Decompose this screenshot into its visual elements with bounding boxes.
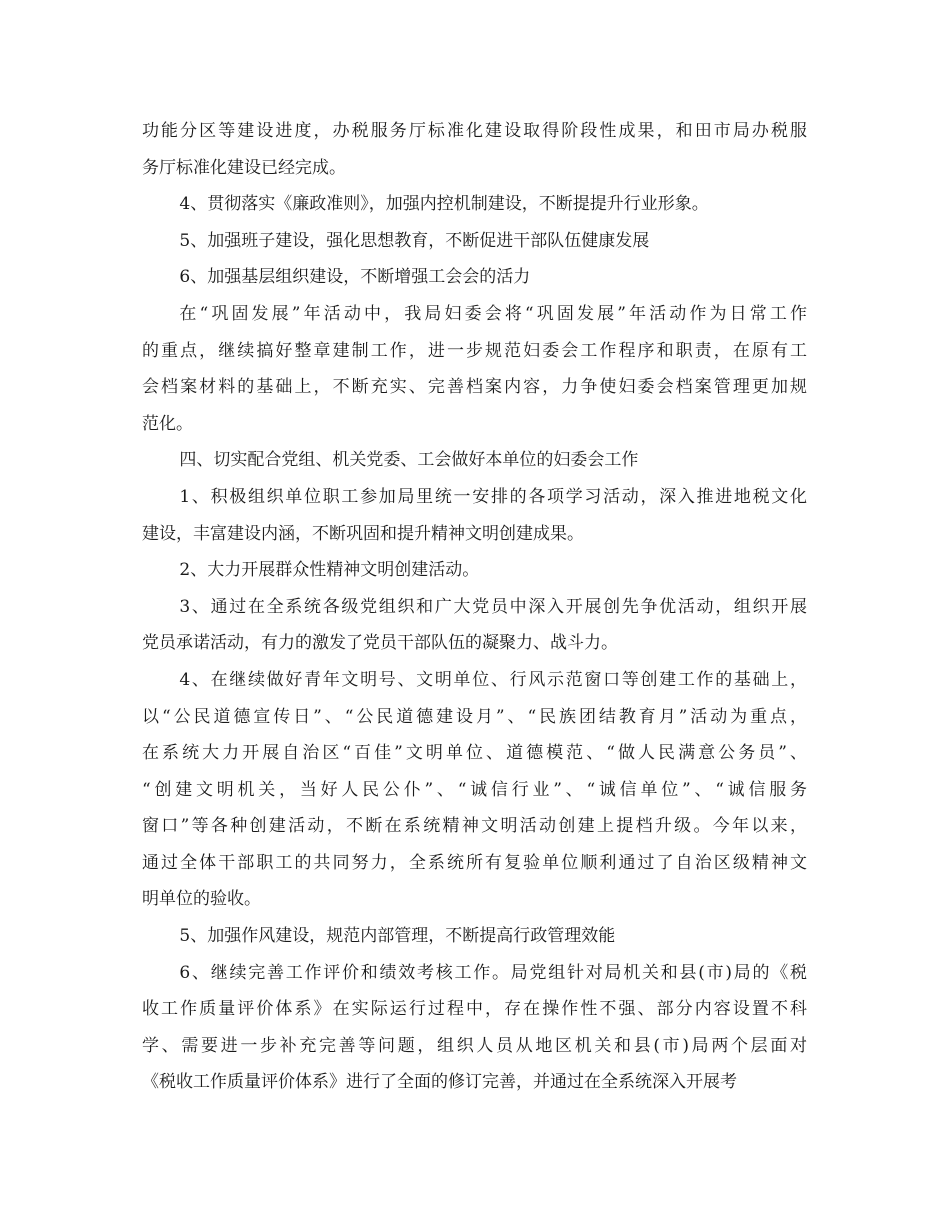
paragraph-line: 通过全体干部职工的共同努力，全系统所有复验单位顺利通过了自治区级精神文 (142, 852, 807, 873)
paragraph-line: 3、通过在全系统各级党组织和广大党员中深入开展创先争优活动，组织开展 (179, 596, 807, 617)
paragraph (142, 442, 807, 479)
paragraph-line: 学、需要进一步补充完善等问题，组织人员从地区机关和县(市)局两个层面对 (142, 1035, 807, 1056)
paragraph (142, 662, 807, 918)
paragraph-line: 《税收工作质量评价体系》进行了全面的修订完善，并通过在全系统深入开展考 (142, 1072, 737, 1093)
paragraph-line: 四、切实配合党组、机关党委、工会做好本单位的妇委会工作 (179, 450, 639, 471)
paragraph (142, 589, 807, 662)
paragraph-line: 党员承诺活动，有力的激发了党员干部队伍的凝聚力、战斗力。 (142, 633, 618, 654)
paragraph-line: 建设，丰富建设内涵，不断巩固和提升精神文明创建成果。 (142, 523, 584, 544)
paragraph-line: 会档案材料的基础上，不断充实、完善档案内容，力争使妇委会档案管理更加规 (142, 377, 807, 398)
paragraph (142, 113, 807, 186)
paragraph-line: 4、贯彻落实《廉政准则》，加强内控机制建设，不断提提升行业形象。 (179, 194, 709, 215)
paragraph-line: 1、积极组织单位职工参加局里统一安排的各项学习活动，深入推进地税文化 (179, 486, 807, 507)
paragraph-line: “创建文明机关，当好人民公仆”、“诚信行业”、“诚信单位”、“诚信服务 (142, 779, 807, 800)
paragraph-line: 5、加强班子建设，强化思想教育，不断促进干部队伍健康发展 (179, 230, 650, 251)
paragraph-line: 在“巩固发展”年活动中，我局妇委会将“巩固发展”年活动作为日常工作 (179, 303, 807, 324)
paragraph-line: 功能分区等建设进度，办税服务厅标准化建设取得阶段性成果，和田市局办税服 (142, 121, 807, 141)
paragraph-line: 6、继续完善工作评价和绩效考核工作。局党组针对局机关和县(市)局的《税 (179, 962, 807, 983)
paragraph (142, 552, 807, 589)
paragraph-line: 4、在继续做好青年文明号、文明单位、行风示范窗口等创建工作的基础上， (179, 669, 807, 690)
paragraph (142, 223, 807, 260)
paragraph (142, 955, 807, 1101)
paragraph-line: 收工作质量评价体系》在实际运行过程中，存在操作性不强、部分内容设置不科 (142, 999, 807, 1020)
paragraph (142, 479, 807, 552)
document-body (142, 113, 807, 1101)
paragraph-line: 范化。 (142, 413, 193, 434)
paragraph (142, 259, 807, 296)
paragraph (142, 186, 807, 223)
paragraph-line: 2、大力开展群众性精神文明创建活动。 (179, 560, 480, 581)
paragraph-line: 明单位的验收。 (142, 889, 261, 910)
paragraph-line: 以“公民道德宣传日”、“公民道德建设月”、“民族团结教育月”活动为重点， (142, 706, 807, 727)
paragraph-line: 5、加强作风建设，规范内部管理，不断提高行政管理效能 (179, 926, 616, 947)
paragraph (142, 296, 807, 442)
paragraph-line: 的重点，继续搞好整章建制工作，进一步规范妇委会工作程序和职责，在原有工 (142, 340, 807, 361)
paragraph-line: 6、加强基层组织建设，不断增强工会会的活力 (179, 267, 531, 288)
paragraph (142, 918, 807, 955)
paragraph-line: 务厅标准化建设已经完成。 (142, 157, 346, 178)
paragraph-line: 在系统大力开展自治区“百佳”文明单位、道德模范、“做人民满意公务员”、 (142, 743, 807, 764)
paragraph-line: 窗口”等各种创建活动，不断在系统精神文明活动创建上提档升级。今年以来， (142, 816, 807, 837)
